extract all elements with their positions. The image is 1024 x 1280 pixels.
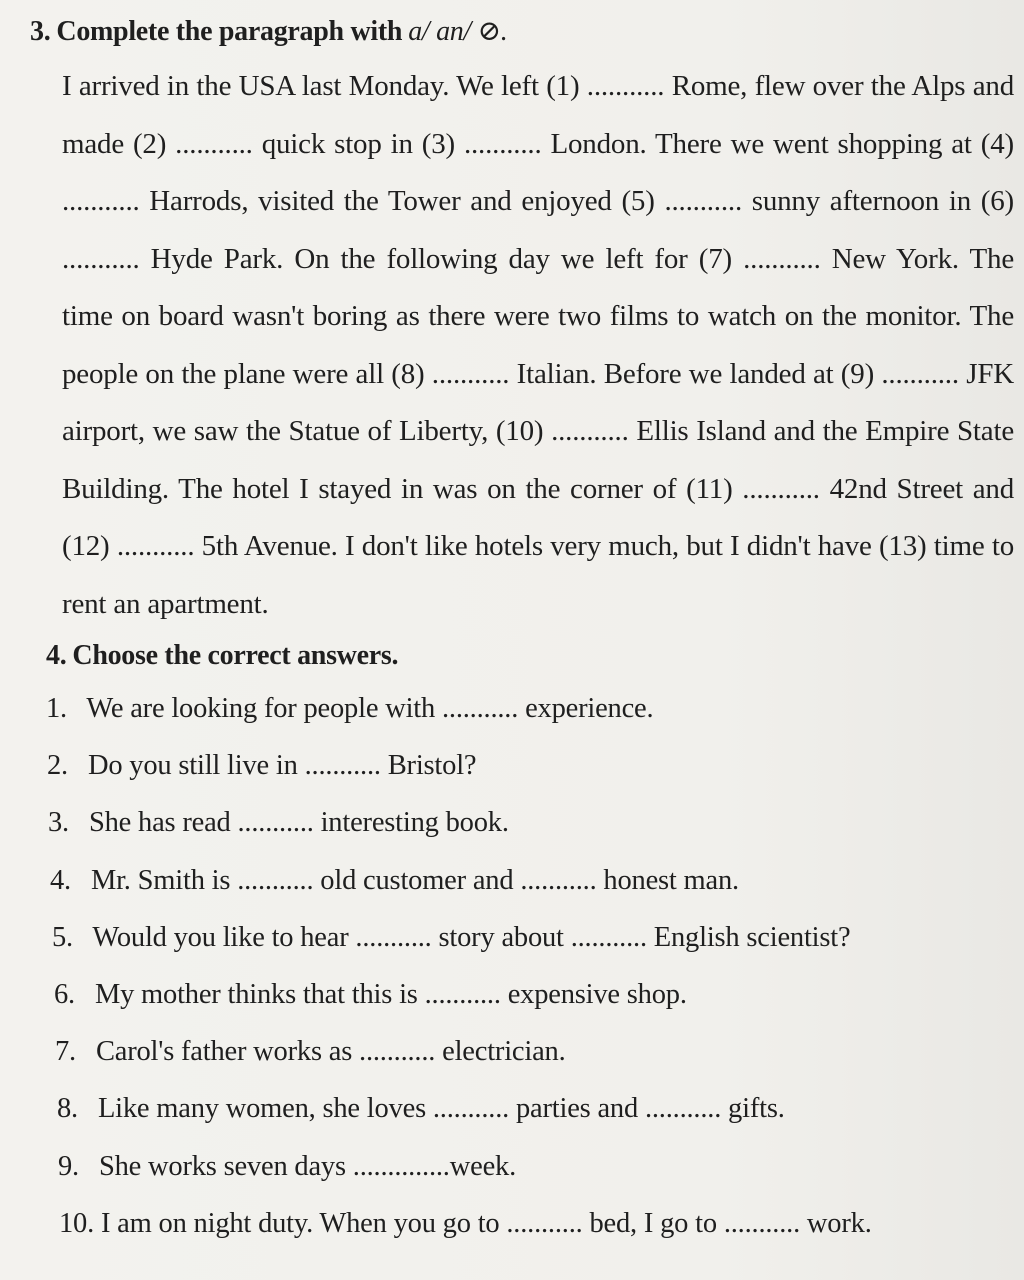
item-text: I am on night duty. When you go to ........... bed, I go to ........... work. — [100, 1207, 872, 1239]
item-text: We are looking for people with ........... experience. — [86, 693, 654, 724]
exercise-3-number: 3. — [30, 16, 51, 47]
list-item — [46, 680, 986, 737]
exercise-4-list — [46, 680, 986, 1252]
list-item — [46, 737, 986, 794]
exercise-4-number: 4. — [46, 640, 67, 671]
item-text: Would you like to hear ........... story about ........... English scientist? — [92, 921, 851, 953]
exercise-3-paragraph: I arrived in the USA last Monday. We left (1) ........... Rome, flew over the Alps and made (2) ........... quick stop in (3) ........... London. There we went shopping at (4) ........... Harrods, visited the Tower and enjoyed (5) ........... sunny afternoon in (6) ........... Hyde Park. On the following day we left for (7) ........... New York. The time on board wasn't boring as there were two films to watch on the monitor. The people on the plane were all (8) ........... Italian. Before we landed at (9) ........... JFK airport, we saw the Statue of Liberty, (10) ........... Ellis Island and the Empire State Building. The hotel I stayed in was on the corner of (11) ........... 42nd Street and (12) ........... 5th Avenue. I don't like hotels very much, but I didn't have (13) time to rent an apartment. — [62, 70, 1014, 620]
item-number: 9. — [58, 1150, 79, 1182]
exercise-4-heading — [46, 640, 398, 672]
item-number: 6. — [54, 978, 75, 1010]
exercise-3-heading — [30, 14, 508, 48]
item-text: Carol's father works as ........... electrician. — [95, 1036, 566, 1068]
item-text: My mother thinks that this is ........... expensive shop. — [94, 978, 687, 1010]
list-item — [46, 794, 986, 851]
list-item — [46, 1023, 986, 1080]
exercise-3-title: Complete the paragraph with — [56, 16, 403, 47]
item-text: She has read ........... interesting book. — [88, 807, 509, 839]
list-item — [46, 966, 986, 1023]
item-text: Mr. Smith is ........... old customer and ........... honest man. — [90, 864, 739, 896]
item-number: 8. — [57, 1093, 78, 1125]
item-text: Do you still live in ........... Bristol? — [87, 750, 477, 782]
list-item — [46, 1080, 986, 1137]
list-item — [46, 852, 986, 909]
item-number: 1. — [46, 693, 67, 724]
list-item — [46, 1195, 986, 1252]
item-number: 5. — [52, 921, 73, 953]
item-number: 7. — [55, 1036, 76, 1068]
exercise-4-title: Choose the correct answers. — [72, 640, 399, 671]
list-item — [46, 1138, 986, 1195]
item-number: 4. — [50, 864, 71, 896]
item-number: 3. — [48, 807, 69, 839]
exercise-3-options: a/ an/ ⊘. — [408, 16, 508, 47]
item-text: Like many women, she loves ........... parties and ........... gifts. — [97, 1093, 785, 1125]
item-number: 10. — [59, 1207, 95, 1239]
item-text: She works seven days ..............week. — [98, 1150, 516, 1182]
list-item — [46, 909, 986, 966]
item-number: 2. — [47, 750, 68, 782]
